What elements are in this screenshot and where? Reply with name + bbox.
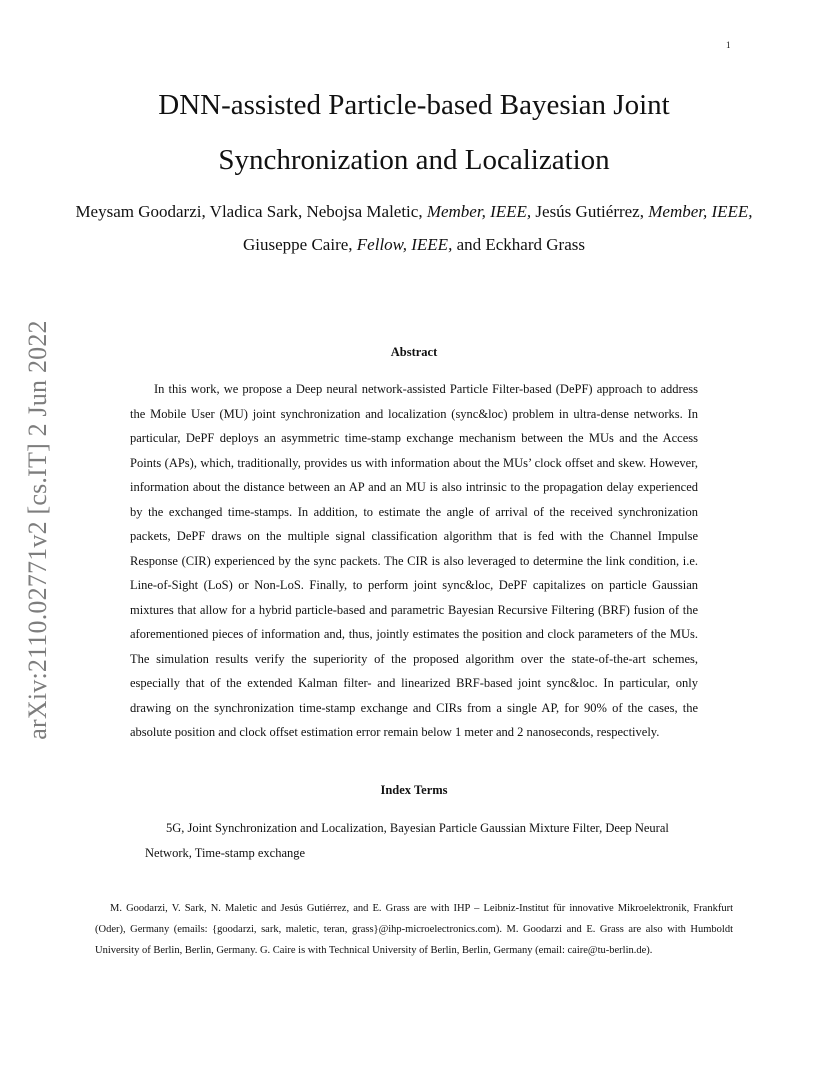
index-terms-heading: Index Terms — [380, 783, 448, 797]
authors-text-3: Giuseppe Caire, — [243, 235, 357, 254]
abstract-body: In this work, we propose a Deep neural network-assisted Particle Filter-based (DePF) approach to address the Mobile User (MU) joint synchronization and localization (sync&loc) problem in ultra-dense networks. In particular, DePF deploys an asymmetric time-stamp exchange mechanism between the MUs and the Access Points (APs), which, traditionally, provides us with information about the MUs’ clock offset and skew. However, information about the distance between an AP and an MU is also intrinsic to the propagation delay experienced by the exchanged time-stamps. In addition, to estimate the angle of arrival of the received synchronization packets, DePF draws on the multiple signal classification algorithm that is fed with the Channel Impulse Response (CIR) experienced by the sync packets. The CIR is also leveraged to determine the link condition, i.e. Line-of-Sight (LoS) or Non-LoS. Finally, to perform joint sync&loc, DePF capitalizes on particle Gaussian mixtures that allow for a hybrid particle-based and parametric Bayesian Recursive Filtering (BRF) fusion of the aforementioned pieces of information and, thus, jointly estimates the position and clock parameters of the MUs. The simulation results verify the superiority of the proposed algorithm over the state-of-the-art schemes, especially that of the extended Kalman filter- and linearized BRF-based joint sync&loc. In particular, only drawing on the synchronization time-stamp exchange and CIRs from a single AP, for 90% of the cases, the absolute position and clock offset estimation error remain below 1 meter and 2 nanoseconds, respectively. — [130, 382, 698, 739]
authors-text-1: Meysam Goodarzi, Vladica Sark, Nebojsa Maletic, — [75, 202, 427, 221]
authors-text-2: Jesús Gutiérrez, — [531, 202, 649, 221]
affiliation-footnote: M. Goodarzi, V. Sark, N. Maletic and Jesús Gutiérrez, and E. Grass are with IHP – Leibniz-Institut für innovative Mikroelektronik, Frankfurt (Oder), Germany (emails: {goodarzi, sark, maletic, teran, grass}@ihp-microelectronics.com). M. Goodarzi and E. Grass are also with Humboldt University of Berlin, Berlin, Germany. G. Caire is with Technical University of Berlin, Berlin, Germany (email: caire@tu-berlin.de). — [95, 903, 733, 956]
author-role-1: Member, IEEE, — [426, 202, 532, 221]
arxiv-identifier-text: arXiv:2110.02771v2 [cs.IT] 2 Jun 2022 — [23, 320, 52, 740]
authors-text-4: and Eckhard Grass — [452, 235, 585, 254]
author-role-2: Member, IEEE, — [648, 202, 753, 221]
arxiv-identifier-stamp — [18, 305, 58, 755]
title-line-1: DNN-assisted Particle-based Bayesian Joint — [158, 89, 670, 121]
abstract-heading: Abstract — [390, 345, 438, 359]
paper-title — [0, 78, 828, 188]
title-line-2: Synchronization and Localization — [218, 144, 610, 176]
author-role-3: Fellow, IEEE, — [356, 235, 453, 254]
index-terms-body: 5G, Joint Synchronization and Localization, Bayesian Particle Gaussian Mixture Filter, Deep Neural Network, Time-stamp exchange — [145, 821, 669, 860]
author-list — [60, 195, 768, 261]
page-number: 1 — [726, 40, 731, 50]
